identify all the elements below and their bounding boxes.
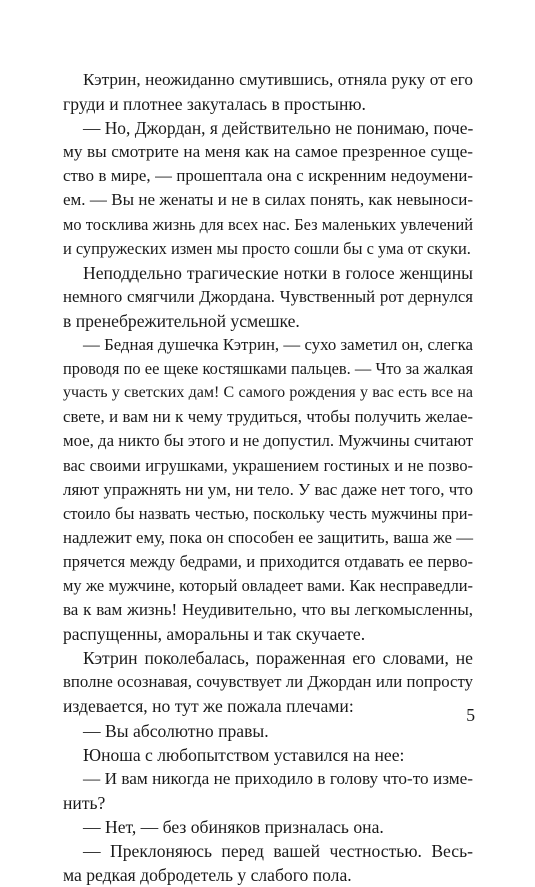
text-line: — Бедная душечка Кэтрин, — сухо заметил он, слегка bbox=[83, 335, 473, 355]
text-line: участь у светских дам! С самого рождения у вас есть все на bbox=[63, 384, 473, 402]
text-line: му же мужчине, который овладеет вами. Как несправедли- bbox=[63, 575, 473, 595]
text-line: проводя по ее щеке костяшками пальцев. — Что за жалкая bbox=[63, 359, 473, 379]
text-line: Юноша с любопытством уставился на нее: bbox=[83, 744, 405, 765]
text-line: — Вы абсолютно правы. bbox=[83, 720, 269, 741]
page-number: 5 bbox=[466, 705, 475, 725]
text-line: прячется между бедрами, и приходится отдавать ее перво- bbox=[63, 551, 473, 571]
text-line: ва к вам жизнь! Неудивительно, что вы легкомысленны, bbox=[63, 600, 473, 620]
text-line: мо тосклива жизнь для всех нас. Без маленьких увлечений bbox=[63, 214, 473, 234]
text-line: — Но, Джордан, я действительно не понимаю, поче- bbox=[83, 118, 474, 139]
text-line: немного смягчили Джордана. Чувственный рот дернулся bbox=[63, 286, 473, 306]
text-line: груди и плотнее закуталась в простыню. bbox=[63, 94, 366, 115]
text-line: ство в мире, — прошептала она с искренним недоумени- bbox=[63, 166, 473, 186]
text-line: вполне осознавая, сочувствует ли Джордан или попросту bbox=[63, 672, 473, 692]
text-line: вас своими игрушками, украшением гостиных и не позво- bbox=[63, 455, 473, 475]
text-line: надлежит ему, пока он способен ее защитить, ваша же — bbox=[63, 527, 473, 547]
text-line: ляют упражнять ни ум, ни тело. У вас даже нет того, что bbox=[63, 479, 473, 499]
text-line: — И вам никогда не приходило в голову что-то изме- bbox=[83, 768, 473, 788]
text-line: в пренебрежительной усмешке. bbox=[63, 310, 300, 331]
text-line: мое, да никто бы этого и не допустил. Мужчины считают bbox=[63, 431, 474, 451]
text-line: ма редкая добродетель у слабого пола. bbox=[63, 865, 352, 886]
text-line: — Нет, — без обиняков призналась она. bbox=[83, 816, 384, 837]
text-line: Неподдельно трагические нотки в голосе женщины bbox=[83, 262, 473, 283]
text-line: му вы смотрите на меня как на самое презренное суще- bbox=[63, 142, 473, 162]
text-line: ем. — Вы не женаты и не в силах понять, как невыноси- bbox=[63, 190, 473, 210]
text-line: свете, и вам ни к чему трудиться, чтобы получить желае- bbox=[63, 407, 473, 427]
text-line: Кэтрин поколебалась, пораженная его словами, не bbox=[83, 648, 473, 669]
text-line: Кэтрин, неожиданно смутившись, отняла руку от его bbox=[83, 70, 473, 89]
text-line: и супружеских измен мы просто сошли бы с ума от скуки. bbox=[63, 238, 471, 258]
text-line: — Преклоняюсь перед вашей честностью. Весь- bbox=[83, 841, 473, 861]
text-line: нить? bbox=[63, 792, 106, 813]
text-line: стоило бы назвать честью, поскольку честь мужчины при- bbox=[63, 503, 473, 523]
text-line: издевается, но тут же пожала плечами: bbox=[63, 696, 354, 717]
text-line: распущенны, аморальны и так скучаете. bbox=[63, 624, 366, 645]
body-text bbox=[63, 68, 473, 887]
